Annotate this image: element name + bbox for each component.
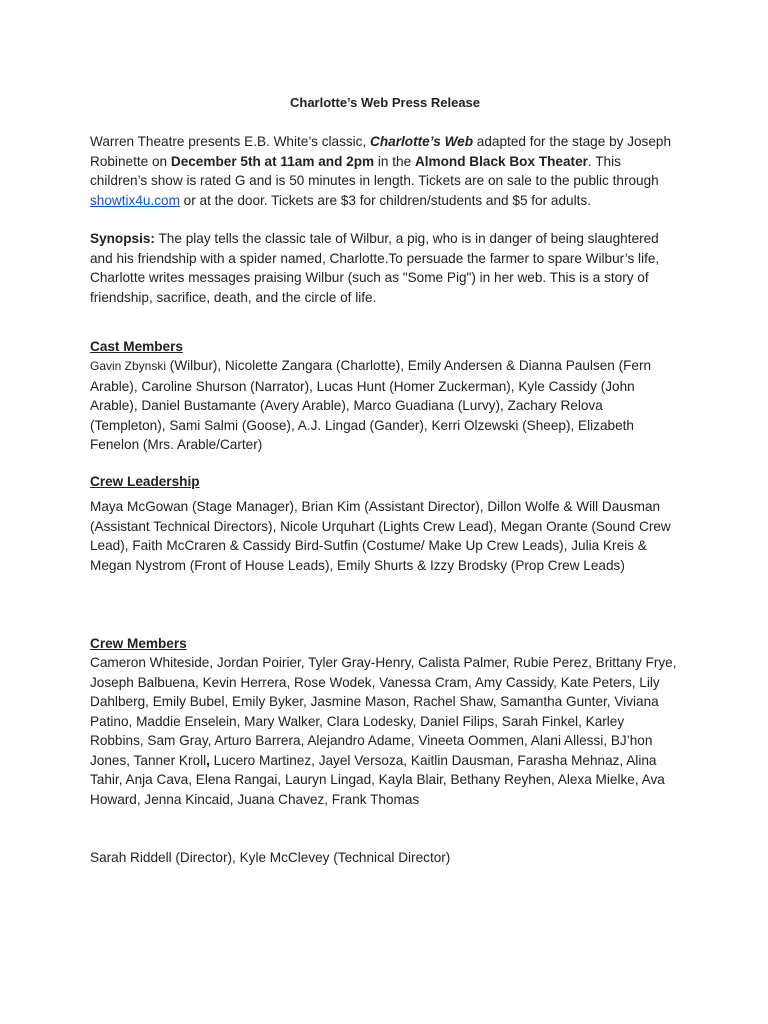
venue-name: Almond Black Box Theater [414, 153, 588, 169]
show-dates: December 5th at 11am and 2pm [170, 153, 375, 169]
synopsis-text: The play tells the classic tale of Wilbur, a pig, who is in danger of being slaughtered and his friendship with a spider named, Charlotte.To persuade the farmer to spare Wilbur’s life, Charlotte writes messages praising Wilbur (such as "Some Pig") in her web. This is a story of friendship, sacrifice, death, and the circle of life. [90, 231, 660, 305]
cast-text: (Wilbur), Nicolette Zangara (Charlotte), Emily Andersen & Dianna Paulsen (Fern Arable), Caroline Shurson (Narrator), Lucas Hunt (Homer Zuckerman), Kyle Cassidy (John Arable), Daniel Bustamante (Avery Arable), Marco Guadiana (Lurvy), Zachary Relova (Templeton), Sami Salmi (Goose), A.J. Lingad (Gander), Kerri Olzewski (Sheep), Elizabeth Fenelon (Mrs. Arable/Carter) [90, 358, 652, 452]
cast-first-name: Gavin Zbynski [90, 359, 167, 373]
ticket-link[interactable]: showtix4u.com [90, 192, 180, 208]
intro-paragraph [90, 132, 680, 210]
synopsis-paragraph [90, 229, 680, 307]
crew-members-list [90, 653, 680, 809]
intro-text-3: in the [374, 153, 415, 169]
crew-members-text-2: Lucero Martinez, Jayel Versoza, Kaitlin Dausman, Farasha Mehnaz, Alina Tahir, Anja Cava, Elena Rangai, Lauryn Lingad, Kayla Blair, Bethany Reyhen, Alexa Mielke, Ava Howard, Jenna Kincaid, Juana Chavez, Frank Thomas [90, 752, 665, 807]
show-title: Charlotte’s Web [370, 134, 474, 149]
crew-members-text-1: Cameron Whiteside, Jordan Poirier, Tyler Gray-Henry, Calista Palmer, Rubie Perez, Brittany Frye, Joseph Balbuena, Kevin Herrera, Rose Wodek, Vanessa Cram, Amy Cassidy, Kate Peters, Lily Dahlberg, Emily Bubel, Emily Byker, Jasmine Mason, Rachel Shaw, Samantha Gunter, Viviana Patino, Maddie Enselein, Mary Walker, Clara Lodesky, Daniel Filips, Sarah Finkel, Karley Robbins, Sam Gray, Arturo Barrera, Alejandro Adame, Vineeta Oommen, Alani Allessi, BJ’hon Jones, Tanner Kroll [90, 655, 677, 768]
intro-text-5: or at the door. Tickets are $3 for children/students and $5 for adults. [179, 192, 591, 208]
cast-list [90, 356, 680, 455]
crew-leadership-heading: Crew Leadership [90, 474, 200, 489]
intro-text-2: adapted for the stage by Joseph Robinette on [90, 134, 672, 169]
synopsis-label: Synopsis: [90, 231, 155, 246]
intro-text-4: . This children’s show is rated G and is 50 minutes in length. Tickets are on sale to the public through [90, 153, 659, 188]
crew-members-heading: Crew Members [90, 636, 187, 651]
crew-members-comma: , [206, 752, 210, 768]
directors-line: Sarah Riddell (Director), Kyle McClevey (Technical Director) [90, 850, 451, 865]
intro-text-1: Warren Theatre presents E.B. White’s classic, [90, 134, 371, 149]
page-title: Charlotte’s Web Press Release [289, 95, 481, 110]
crew-leadership-list: Maya McGowan (Stage Manager), Brian Kim (Assistant Director), Dillon Wolfe & Will Dausman (Assistant Technical Directors), Nicole Urquhart (Lights Crew Lead), Megan Orante (Sound Crew Lead), Faith McCraren & Cassidy Bird-Sutfin (Costume/ Make Up Crew Leads), Julia Kreis & Megan Nystrom (Front of House Leads), Emily Shurts & Izzy Brodsky (Prop Crew Leads) [90, 499, 671, 573]
cast-heading: Cast Members [90, 339, 183, 354]
